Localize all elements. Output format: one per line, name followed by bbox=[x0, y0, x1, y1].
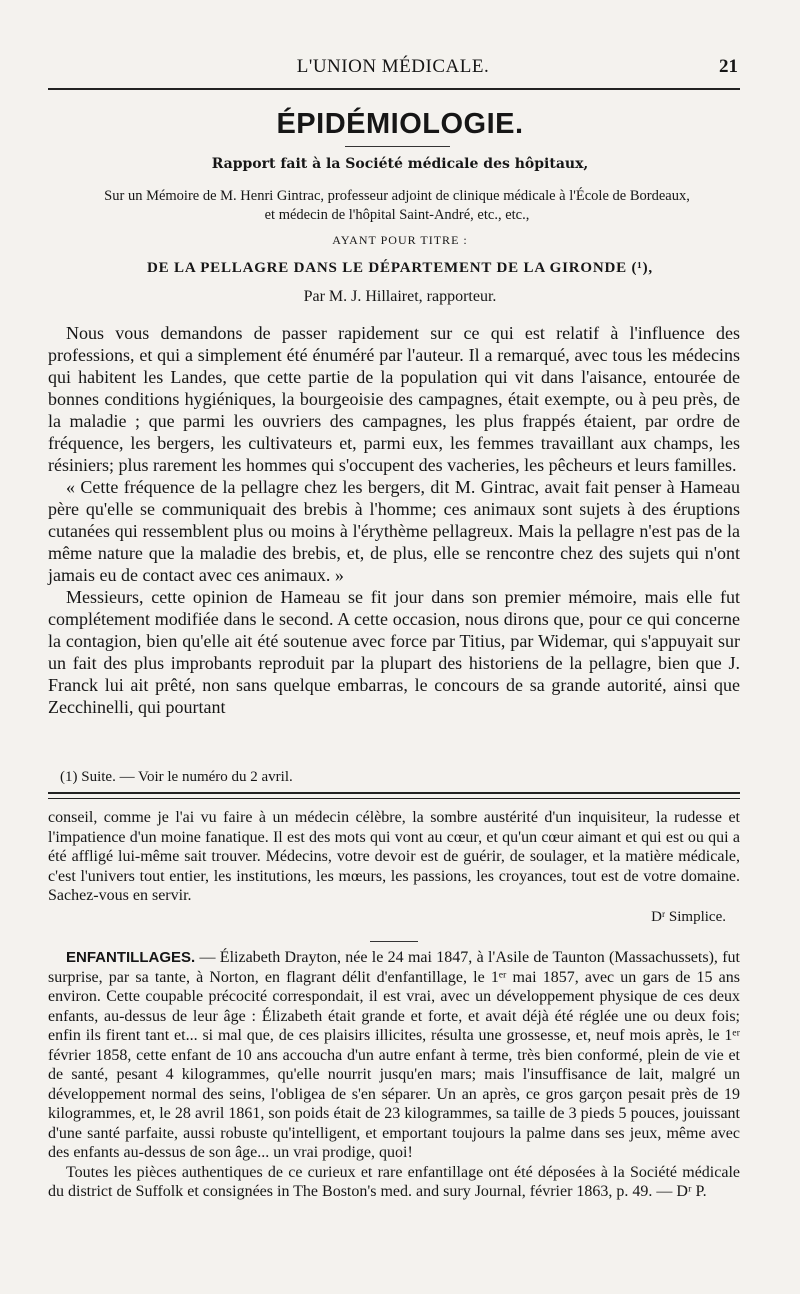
main-text bbox=[48, 322, 740, 718]
titled-label: AYANT POUR TITRE : bbox=[332, 233, 468, 247]
enfantillages-text: — Élizabeth Drayton, née le 24 mai 1847, à l'Asile de Taunton (Massachussets), fut surprise, par sa tante, à Norton, en flagrant délit d'enfantillage, le 1ᵉʳ mai 1857, avec un gars de 15 ans environ. Cette coupable précocité correspondait, il est vrai, avec un développement physique de ces deux enfants, au-dessus de leur âge : Élizabeth était grande et forte, et avait déjà été réglée une ou deux fois; enfin ils firent tant et... si mal que, de ces plaisirs illicites, résulta une grossesse, et, neuf mois après, le 1ᵉʳ février 1858, cette enfant de 10 ans accoucha d'un autre enfant à terme, très bien conformé, plein de vie et de santé, pesant 4 kilogrammes, qu'elle nourrit jusqu'en mars; mais l'insuffisance de lait, malgré un développement normal des seins, l'obligea de s'en séparer. Un an après, ce gros garçon pesait près de 19 kilogrammes, et, le 28 avril 1861, son poids était de 23 kilogrammes, sa taille de 3 pieds 5 pouces, jouissant d'une santé parfaite, aussi robuste qu'intelligent, et emportant toujours la palme dans ses jeux, même avec des enfants au-dessus de son âge... un vrai prodige, quoi! bbox=[48, 949, 740, 1161]
section-title: ÉPIDÉMIOLOGIE. bbox=[276, 108, 524, 140]
running-head bbox=[48, 56, 738, 80]
running-title: L'UNION MÉDICALE. bbox=[296, 56, 490, 77]
header-rule bbox=[48, 88, 740, 90]
paragraph-conseil: conseil, comme je l'ai vu faire à un médecin célèbre, la sombre austérité d'un inquisiteur, la rudesse et l'impatience d'un moine fanatique. Il est des mots qui vont au cœur, et qu'un cœur aimant et qui est ou qui a été affligé lui-même sait trouver. Médecins, votre devoir est de guérir, de soulager, et la matière médicale, c'est l'univers tout entier, les institutions, les mœurs, les passions, les croyances, tout est de votre domaine. Sachez-vous en servir. bbox=[48, 809, 740, 904]
page-number: 21 bbox=[719, 56, 738, 77]
report-subtitle-line2: et médecin de l'hôpital Saint-André, etc., etc., bbox=[264, 207, 530, 223]
paragraph-contagion: Messieurs, cette opinion de Hameau se fit jour dans son premier mémoire, mais elle fut complétement modifiée dans le second. A cette occasion, nous dirons que, pour ce qui concerne la contagion, bien qu'elle ait été soutenue avec force par Titius, par Widemar, qui s'appuyait sur un fait des plus improbants reproduit par la plupart des historiens de la pellagre, bien que J. Franck lui ait prêté, non sans quelque embarras, le concours de sa grande autorité, ainsi que Zecchinelli, qui pourtant bbox=[48, 587, 740, 717]
separator-rule bbox=[370, 941, 418, 942]
paragraph-quote: « Cette fréquence de la pellagre chez les bergers, dit M. Gintrac, avait fait penser à Hameau père qu'elle se communiquait des brebis à l'homme; ces animaux sont sujets à des éruptions cutanées qui ressemblent plus ou moins à l'érythème pellagreux. Mais la pellagre n'est pas de la même nature que la maladie des brebis, et, de plus, elle se rencontre chez des sujets qui n'ont jamais eu de contact avec ces animaux. » bbox=[48, 477, 740, 585]
report-subtitle-line1: Sur un Mémoire de M. Henri Gintrac, professeur adjoint de clinique médicale à l'École de Bordeaux, bbox=[104, 188, 690, 204]
title-underline bbox=[345, 146, 450, 147]
paragraph-influence: Nous vous demandons de passer rapidement sur ce qui est relatif à l'influence des professions, et qui a simplement été énuméré par l'auteur. Il a remarqué, avec tous les médecins qui habitent les Landes, que cette partie de la population qui vit dans l'aisance, entourée de bonnes conditions hygiéniques, la bourgeoisie des campagnes, était exempte, ou à peu près, de la maladie ; que parmi les ouvriers des campagnes, les plus frappés étaient, par ordre de fréquence, les bergers, les cultivateurs et, parmi eux, les femmes travaillant aux champs, les résiniers; plus rarement les hommes qui s'occupent des vacheries, les pêcheurs et leurs familles. bbox=[48, 323, 740, 475]
feuilleton-rule bbox=[48, 792, 740, 799]
report-title: Rapport fait à la Société médicale des hôpitaux, bbox=[211, 156, 589, 172]
enfantillages-label: ENFANTILLAGES. bbox=[66, 949, 196, 966]
paragraph-enfantillages bbox=[48, 948, 740, 1163]
feuilleton-text bbox=[48, 808, 740, 1202]
report-subtitle bbox=[52, 187, 742, 225]
thesis-title: DE LA PELLAGRE DANS LE DÉPARTEMENT DE LA GIRONDE (¹), bbox=[147, 260, 653, 276]
rapporteur-line: Par M. J. Hillairet, rapporteur. bbox=[303, 288, 497, 305]
footnote: (1) Suite. — Voir le numéro du 2 avril. bbox=[60, 769, 293, 785]
paragraph-pieces: Toutes les pièces authentiques de ce curieux et rare enfantillage ont été déposées à la Société médicale du district de Suffolk et consignées in The Boston's med. and sury Journal, février 1863, p. 49. — Dʳ P. bbox=[48, 1163, 740, 1200]
signature: Dʳ Simplice. bbox=[651, 908, 726, 925]
